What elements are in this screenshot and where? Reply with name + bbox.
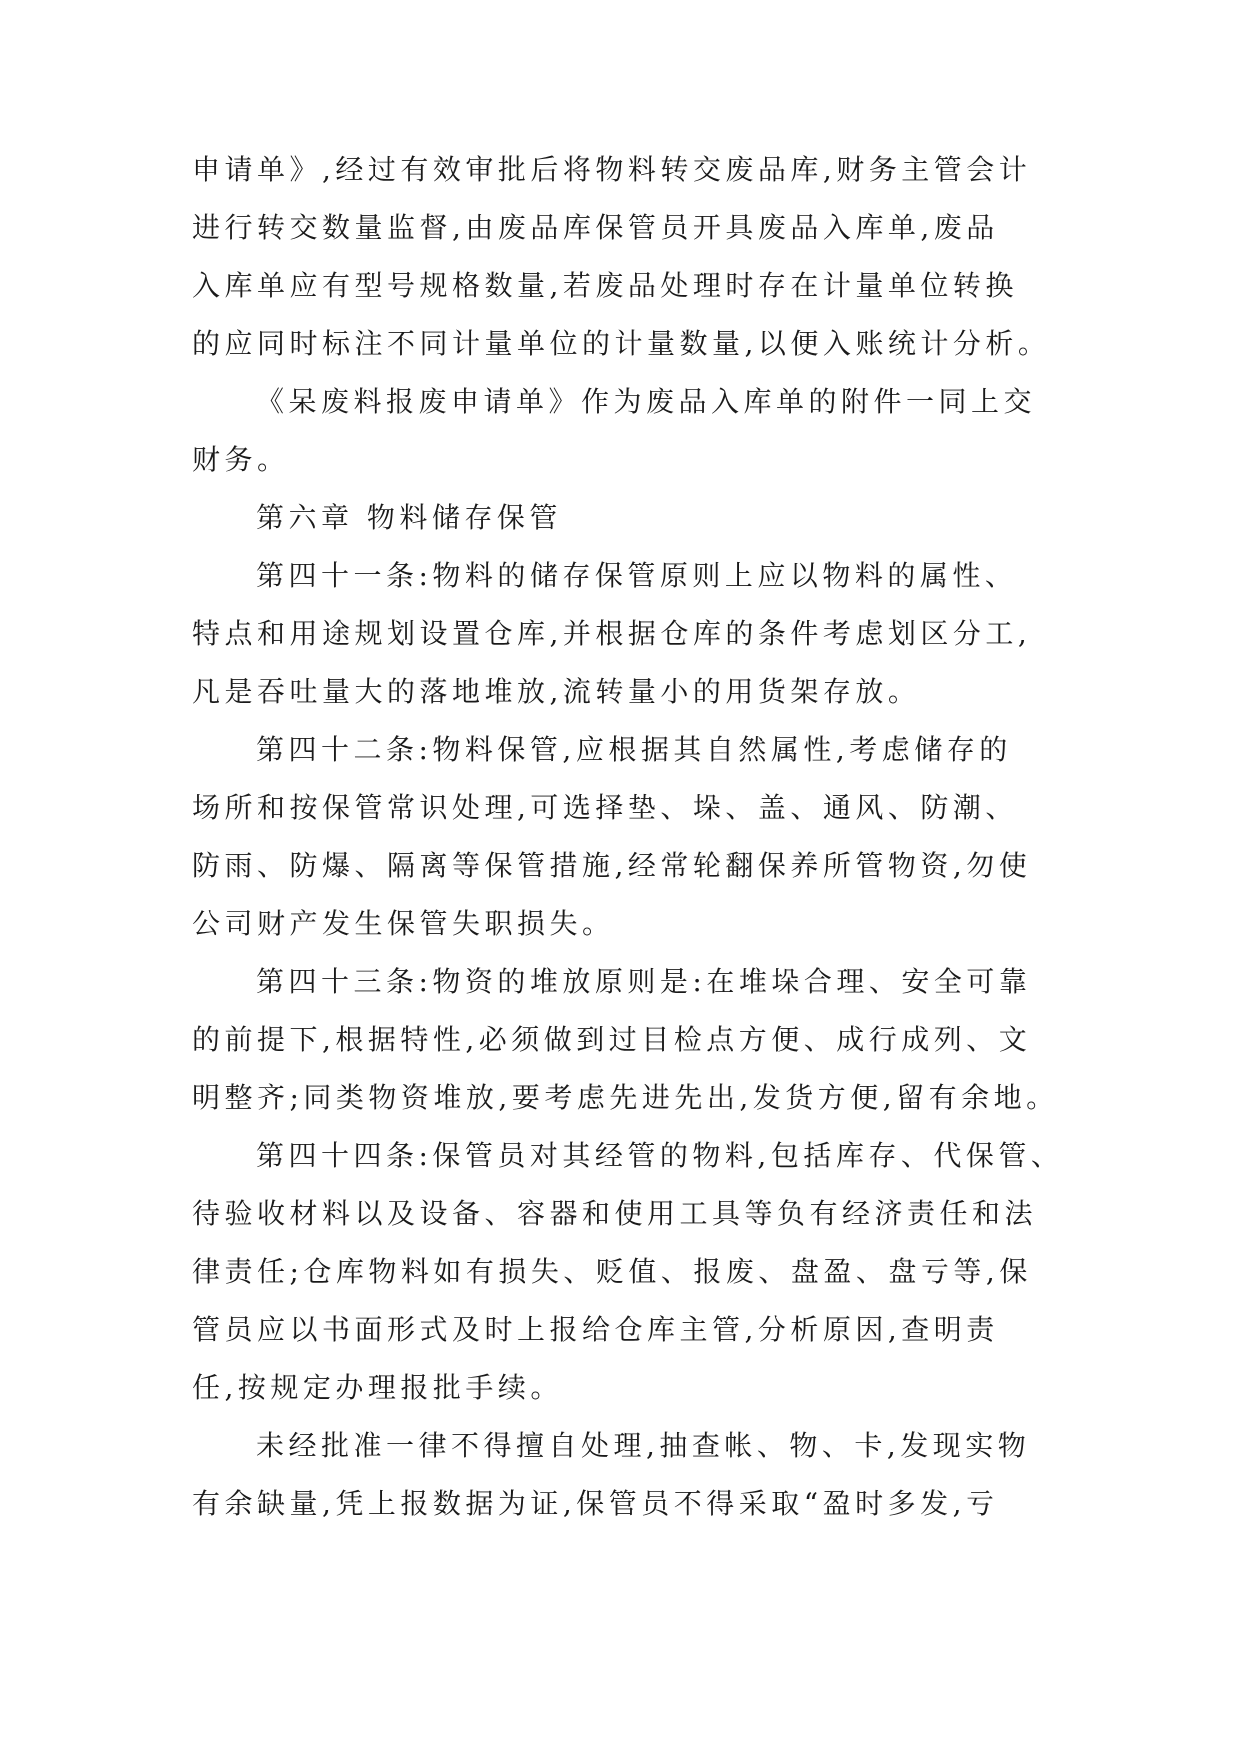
text-line: 第四十二条:物料保管,应根据其自然属性,考虑储存的 [256,733,1012,766]
text-line: 第四十四条:保管员对其经管的物料,包括库存、代保管、 [256,1139,1064,1172]
text-line: 特点和用途规划设置仓库,并根据仓库的条件考虑划区分工, [192,617,1032,650]
text-line: 任,按规定办理报批手续。 [192,1371,563,1404]
text-line: 公司财产发生保管失职损失。 [192,907,615,940]
chapter-heading: 第六章 物料储存保管 [256,501,562,534]
text-line: 入库单应有型号规格数量,若废品处理时存在计量单位转换 [192,269,1018,302]
text-line: 凡是吞吐量大的落地堆放,流转量小的用货架存放。 [192,675,921,708]
text-line: 的前提下,根据特性,必须做到过目检点方便、成行成列、文 [192,1023,1032,1056]
text-line: 第四十一条:物料的储存保管原则上应以物料的属性、 [256,559,1018,592]
text-line: 未经批准一律不得擅自处理,抽查帐、物、卡,发现实物 [256,1429,1031,1462]
text-line: 防雨、防爆、隔离等保管措施,经常轮翻保养所管物资,勿使 [192,849,1032,882]
text-line: 明整齐;同类物资堆放,要考虑先进先出,发货方便,留有余地。 [192,1081,1059,1114]
text-line: 财务。 [192,443,290,476]
text-line: 场所和按保管常识处理,可选择垫、垛、盖、通风、防潮、 [192,791,1018,824]
text-line: 管员应以书面形式及时上报给仓库主管,分析原因,查明责 [192,1313,999,1346]
text-line: 的应同时标注不同计量单位的计量数量,以便入账统计分析。 [192,327,1051,360]
text-line: 有余缺量,凭上报数据为证,保管员不得采取“盈时多发,亏 [192,1487,999,1520]
text-line: 待验收材料以及设备、容器和使用工具等负有经济责任和法 [192,1197,1038,1230]
text-line: 进行转交数量监督,由废品库保管员开具废品入库单,废品 [192,211,999,244]
text-line: 《呆废料报废申请单》作为废品入库单的附件一同上交 [256,385,1037,418]
text-line: 律责任;仓库物料如有损失、贬值、报废、盘盈、盘亏等,保 [192,1255,1032,1288]
text-line: 第四十三条:物资的堆放原则是:在堆垛合理、安全可靠 [256,965,1032,998]
text-line: 申请单》,经过有效审批后将物料转交废品库,财务主管会计 [192,153,1032,186]
